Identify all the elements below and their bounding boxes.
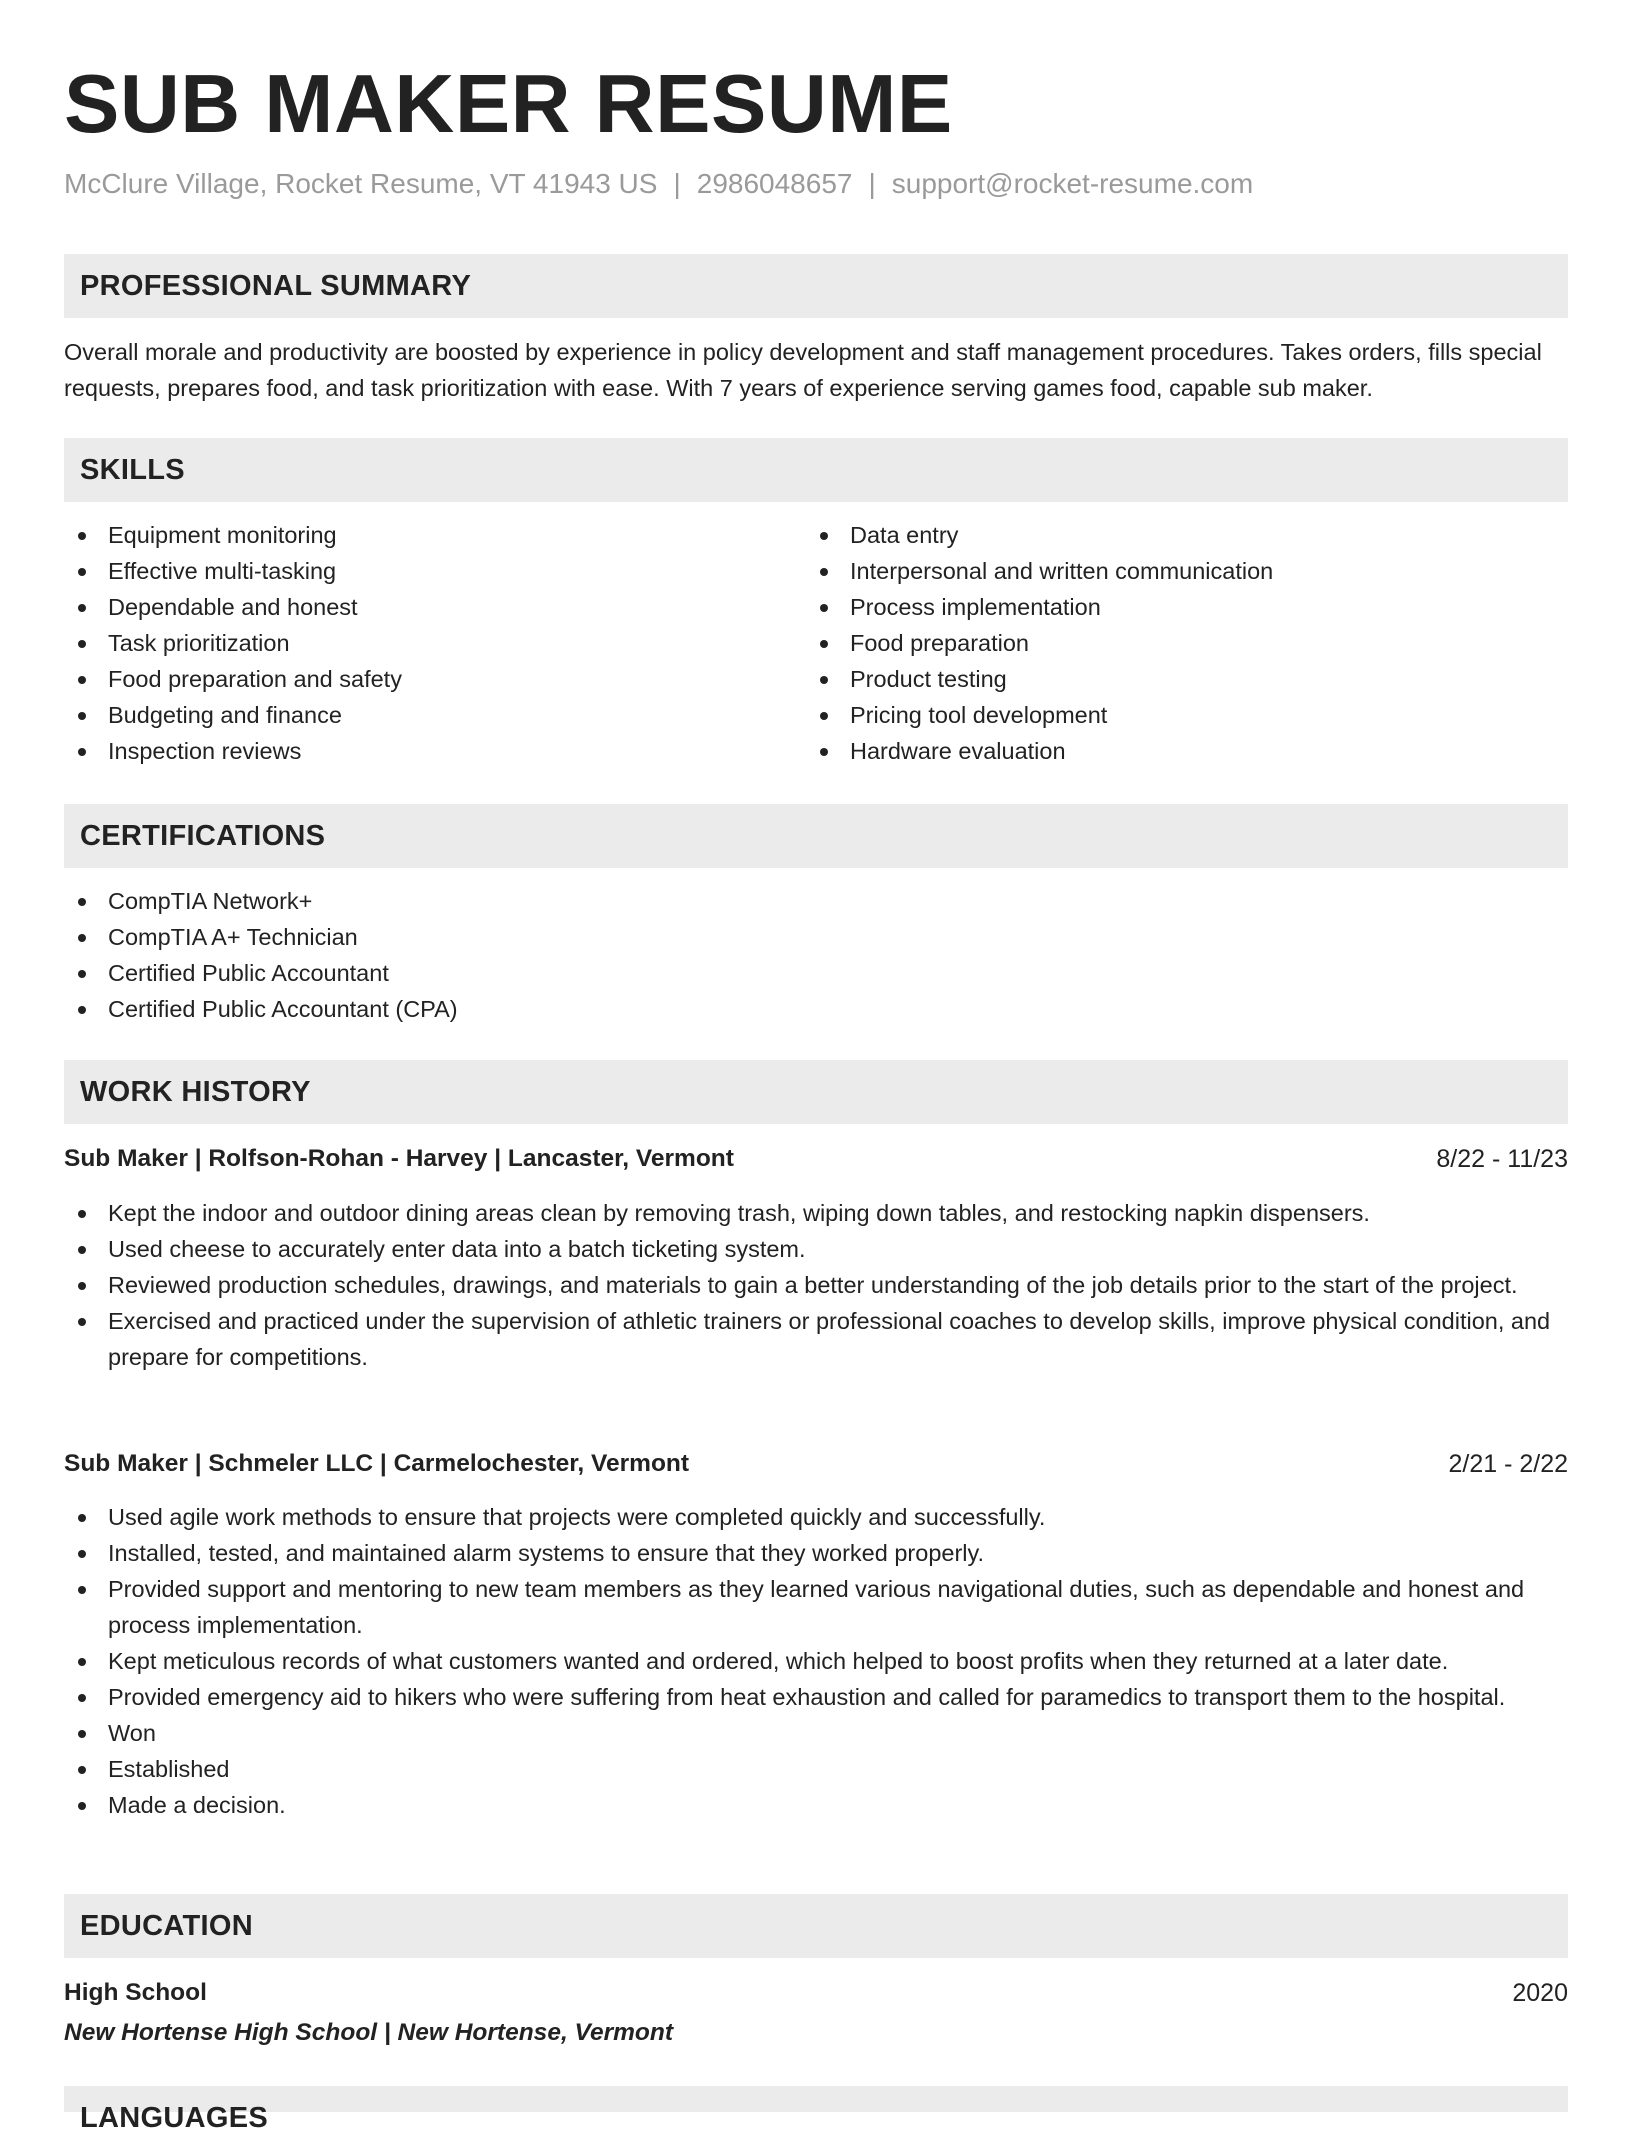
resume-title: SUB MAKER RESUME: [64, 57, 953, 150]
job-bullet: Kept the indoor and outdoor dining areas clean by removing trash, wiping down tables, and restocking napkin dispensers.: [64, 1195, 1568, 1231]
section-title: PROFESSIONAL SUMMARY: [80, 270, 472, 302]
skill-item: Hardware evaluation: [806, 733, 1566, 769]
section-title: LANGUAGES: [80, 2102, 268, 2134]
job-dates: 2/21 - 2/22: [1448, 1450, 1568, 1478]
education-year: 2020: [1512, 1979, 1568, 2007]
section-header-education: [64, 1894, 1568, 1958]
skill-item: Effective multi-tasking: [64, 553, 784, 589]
contact-email[interactable]: support@rocket-resume.com: [891, 168, 1254, 199]
section-header-languages: [64, 2086, 1568, 2134]
skill-item: Product testing: [806, 661, 1566, 697]
education-degree: High School: [64, 1979, 207, 2006]
education-school: New Hortense High School | New Hortense, Vermont: [64, 2019, 674, 2046]
job-bullet: Provided emergency aid to hikers who were suffering from heat exhaustion and called for paramedics to transport them to the hospital.: [64, 1679, 1568, 1715]
skill-item: Equipment monitoring: [64, 517, 784, 553]
job-bullet: Kept meticulous records of what customers wanted and ordered, which helped to boost profits when they returned at a later date.: [64, 1643, 1568, 1679]
skill-item: Process implementation: [806, 589, 1566, 625]
skill-item: Budgeting and finance: [64, 697, 784, 733]
job-bullet: Won: [64, 1715, 1568, 1751]
job-title: Sub Maker | Rolfson-Rohan - Harvey | Lancaster, Vermont: [64, 1145, 734, 1172]
job-bullet: Made a decision.: [64, 1787, 1568, 1823]
section-title: WORK HISTORY: [80, 1076, 311, 1108]
section-header-skills: [64, 438, 1568, 502]
certification-item: CompTIA A+ Technician: [64, 919, 1568, 955]
job-bullet: Established: [64, 1751, 1568, 1787]
skills-list-left: [64, 517, 784, 769]
job-bullets: [64, 1195, 1568, 1375]
contact-separator: |: [868, 168, 876, 199]
job-bullet: Installed, tested, and maintained alarm systems to ensure that they worked properly.: [64, 1535, 1568, 1571]
job-bullet: Provided support and mentoring to new team members as they learned various navigational duties, such as dependable and honest and process implementation.: [64, 1571, 1568, 1643]
certification-item: CompTIA Network+: [64, 883, 1568, 919]
certification-item: Certified Public Accountant (CPA): [64, 991, 1568, 1027]
section-header-work-history: [64, 1060, 1568, 1124]
section-title: CERTIFICATIONS: [80, 820, 326, 852]
job-title: Sub Maker | Schmeler LLC | Carmelochester, Vermont: [64, 1450, 690, 1477]
job-bullets: [64, 1499, 1568, 1823]
skill-item: Interpersonal and written communication: [806, 553, 1566, 589]
section-header-summary: [64, 254, 1568, 318]
skill-item: Pricing tool development: [806, 697, 1566, 733]
skill-item: Data entry: [806, 517, 1566, 553]
skill-item: Inspection reviews: [64, 733, 784, 769]
job-bullet: Used agile work methods to ensure that projects were completed quickly and successfully.: [64, 1499, 1568, 1535]
certification-item: Certified Public Accountant: [64, 955, 1568, 991]
contact-phone: 2986048657: [696, 168, 853, 199]
skill-item: Task prioritization: [64, 625, 784, 661]
contact-address: McClure Village, Rocket Resume, VT 41943 US: [64, 168, 658, 199]
section-title: EDUCATION: [80, 1910, 253, 1942]
summary-text: Overall morale and productivity are boosted by experience in policy development and staff management procedures. Takes orders, fills special requests, prepares food, and task prioritization with ease. With 7 years of experience serving games food, capable sub maker.: [64, 339, 1542, 401]
job-dates: 8/22 - 11/23: [1436, 1145, 1568, 1173]
skills-list-right: [806, 517, 1566, 769]
job-bullet: Used cheese to accurately enter data into a batch ticketing system.: [64, 1231, 1568, 1267]
section-title: SKILLS: [80, 454, 185, 486]
skill-item: Food preparation and safety: [64, 661, 784, 697]
contact-separator: |: [673, 168, 681, 199]
contact-line: [64, 166, 1253, 202]
skill-item: Food preparation: [806, 625, 1566, 661]
certifications-list: [64, 883, 1568, 1027]
skill-item: Dependable and honest: [64, 589, 784, 625]
job-bullet: Exercised and practiced under the supervision of athletic trainers or professional coaches to develop skills, improve physical condition, and prepare for competitions.: [64, 1303, 1568, 1375]
section-header-certifications: [64, 804, 1568, 868]
job-bullet: Reviewed production schedules, drawings, and materials to gain a better understanding of the job details prior to the start of the project.: [64, 1267, 1568, 1303]
